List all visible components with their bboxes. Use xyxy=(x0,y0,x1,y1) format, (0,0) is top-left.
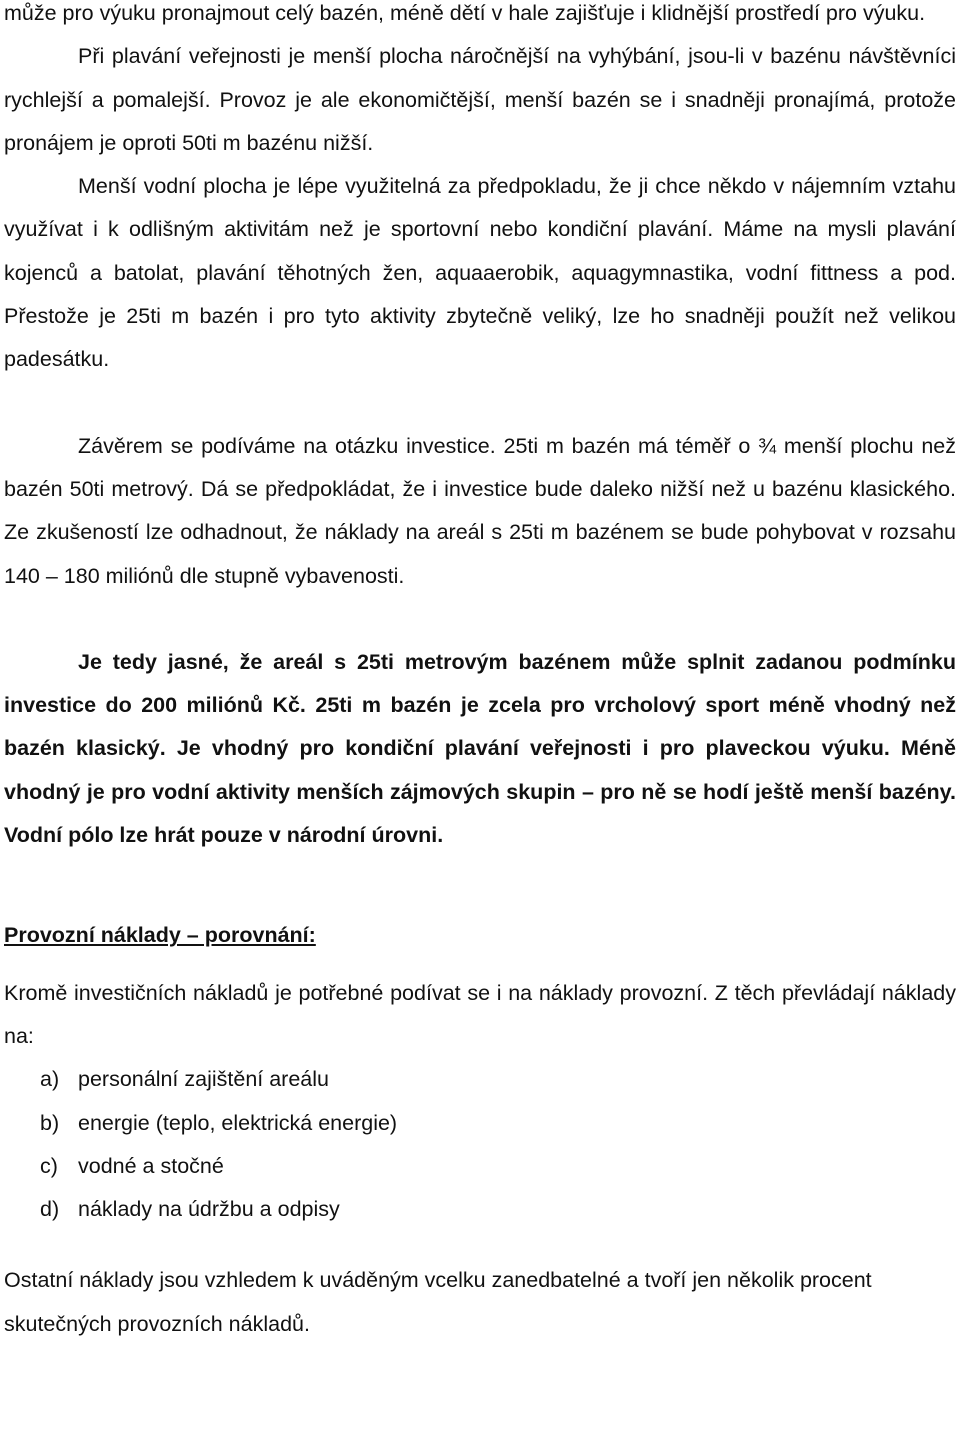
list-item xyxy=(40,1188,956,1231)
list-item xyxy=(40,1145,956,1188)
list-item xyxy=(40,1058,956,1101)
document-page xyxy=(4,0,956,1346)
paragraph-public-swimming: Při plavání veřejnosti je menší plocha náročnější na vyhýbání, jsou-li v bazénu návštěvníci rychlejší a pomalejší. Provoz je ale ekonomičtější, menší bazén se i snadněji pronajímá, protože pronájem je oproti 50ti m bazénu nižší. xyxy=(4,44,956,155)
list-item-text: personální zajištění areálu xyxy=(78,1067,329,1092)
cost-list xyxy=(4,1058,956,1231)
paragraph-conclusion: Je tedy jasné, že areál s 25ti metrovým bazénem může splnit zadanou podmínku investice do 200 miliónů Kč. 25ti m bazén je zcela pro vrcholový sport méně vhodný než bazén klasický. Je vhodný pro kondiční plavání veřejnosti i pro plaveckou výuku. Méně vhodný je pro vodní aktivity menších zájmových skupin – pro ně se hodí ještě menší bazény. Vodní pólo lze hrát pouze v národní úrovni. xyxy=(4,649,956,848)
list-item-text: vodné a stočné xyxy=(78,1153,224,1178)
paragraph-water-area-usage: Menší vodní plocha je lépe využitelná za předpokladu, že ji chce někdo v nájemním vztahu využívat i k odlišným aktivitám než je sportovní nebo kondiční plavání. Máme na mysli plavání kojenců a batolat, plavání těhotných žen, aquaaerobik, aquagymnastika, vodní fittness a pod. Přestože je 25ti m bazén i pro tyto aktivity zbytečně veliký, lze ho snadněji použít než velikou padesátku. xyxy=(4,174,956,372)
paragraph-operating-costs-intro: Kromě investičních nákladů je potřebné podívat se i na náklady provozní. Z těch převládají náklady na: xyxy=(4,980,956,1048)
list-marker: d) xyxy=(40,1197,60,1222)
list-marker: b) xyxy=(40,1110,60,1135)
list-item-text: náklady na údržbu a odpisy xyxy=(78,1197,340,1222)
list-item xyxy=(40,1102,956,1145)
section-heading-operating-costs: Provozní náklady – porovnání: xyxy=(4,923,316,948)
paragraph-other-costs: Ostatní náklady jsou vzhledem k uváděným vcelku zanedbatelné a tvoří jen několik procent skutečných provozních nákladů. xyxy=(4,1268,872,1336)
paragraph-pool-teaching: může pro výuku pronajmout celý bazén, méně dětí v hale zajišťuje i klidnější prostředí pro výuku. xyxy=(4,1,926,25)
paragraph-investment: Závěrem se podíváme na otázku investice. 25ti m bazén má téměř o ¾ menší plochu než bazén 50ti metrový. Dá se předpokládat, že i investice bude daleko nižší než u bazénu klasického. Ze zkušeností lze odhadnout, že náklady na areál s 25ti m bazénem se bude pohybovat v rozsahu 140 – 180 miliónů dle stupně vybavenosti. xyxy=(4,433,956,588)
list-marker: c) xyxy=(40,1153,58,1178)
list-marker: a) xyxy=(40,1067,60,1092)
list-item-text: energie (teplo, elektrická energie) xyxy=(78,1110,398,1135)
